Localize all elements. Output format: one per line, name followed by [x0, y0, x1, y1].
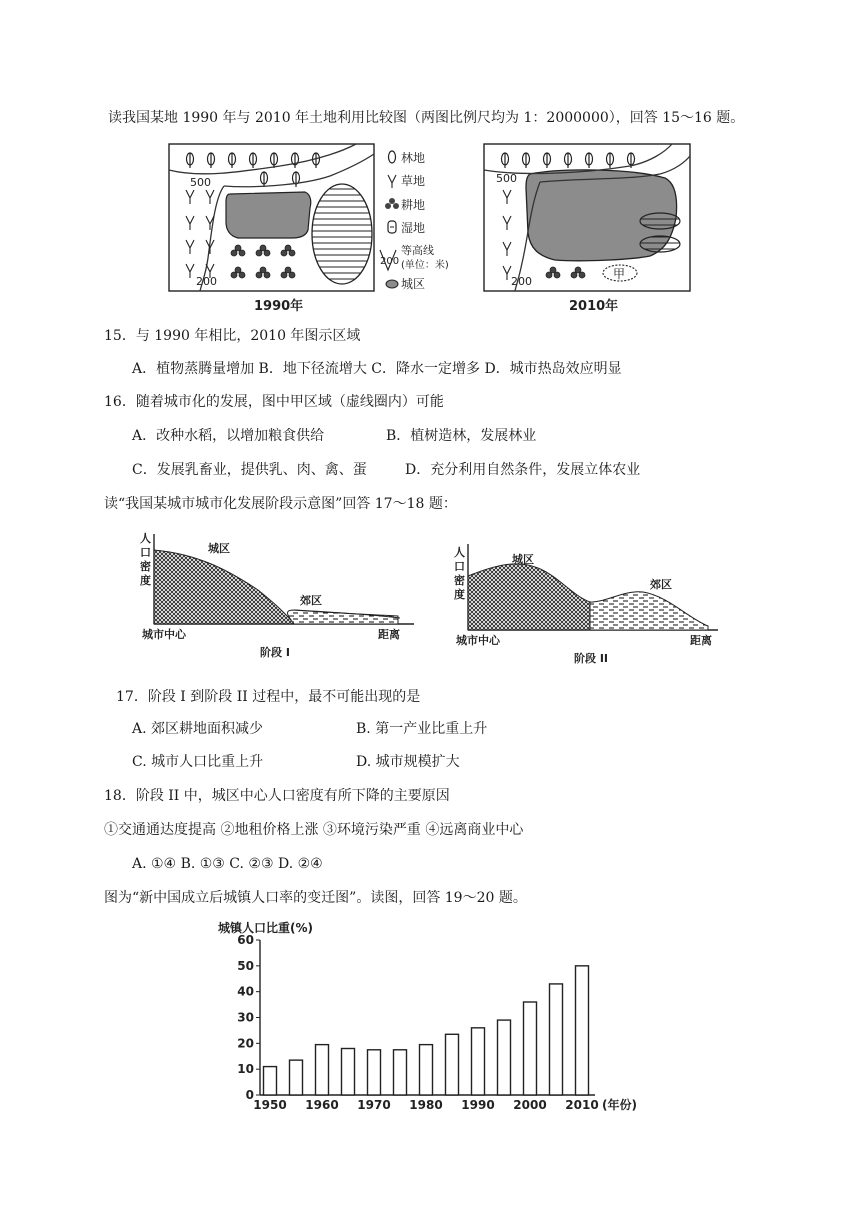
q16-option-c: C．发展乳畜业，提供乳、肉、禽、蛋: [132, 462, 367, 478]
chart-y-axis-title: 城镇人口比重(%): [218, 921, 313, 935]
land-use-maps: [160, 138, 720, 324]
bar-1985: [446, 1034, 459, 1095]
stage1-caption: 阶段 I: [260, 646, 290, 659]
q15-options: A．植物蒸腾量增加 B．地下径流增大 C．降水一定增多 D．城市热岛效应明显: [132, 361, 622, 377]
q17-option-c: C. 城市人口比重上升: [132, 754, 264, 770]
bar-1950: [264, 1067, 277, 1095]
stage2-distance-label: 距离: [690, 634, 712, 647]
intro-15-16: 读我国某地 1990 年与 2010 年土地利用比较图（两图比例尺均为 1：2000000），回答 15～16 题。: [108, 110, 745, 126]
q18-items: ①交通通达度提高 ②地租价格上涨 ③环境污染严重 ④远离商业中心: [104, 822, 524, 838]
caption-2010: 2010年: [569, 299, 619, 314]
contour-label-200-1990: 200: [196, 275, 217, 288]
svg-text:口: 口: [454, 560, 465, 573]
y-tick-label: 30: [237, 1010, 254, 1025]
x-tick-label: 2000: [513, 1098, 547, 1112]
stage1-distance-label: 距离: [378, 628, 400, 641]
q15-stem: 15．与 1990 年相比，2010 年图示区域: [104, 328, 361, 344]
bar-1960: [316, 1045, 329, 1095]
bar-1975: [394, 1050, 407, 1095]
y-tick-label: 40: [237, 984, 254, 999]
svg-text:草地: 草地: [401, 174, 426, 188]
bar-1990: [472, 1028, 485, 1095]
contour-label-200-2010: 200: [511, 275, 532, 288]
x-tick-label: 2010: [565, 1098, 599, 1112]
wetland-1990: [312, 184, 372, 284]
stage2-urban-label: 城区: [512, 553, 534, 566]
svg-text:密: 密: [140, 560, 151, 573]
intro-19-20: 图为“新中国成立后城镇人口率的变迁图”。读图，回答 19～20 题。: [104, 890, 527, 906]
label-jia: 甲: [613, 267, 626, 281]
svg-text:林地: 林地: [401, 151, 426, 165]
bar-2005: [550, 984, 563, 1095]
q16-option-d: D．充分利用自然条件，发展立体农业: [405, 462, 641, 478]
contour-label-500-1990: 500: [190, 176, 211, 189]
svg-text:耕地: 耕地: [401, 198, 426, 212]
q17-option-a: A. 郊区耕地面积减少: [132, 721, 264, 737]
chart-x-axis-title: (年份): [602, 1098, 637, 1112]
bar-1965: [342, 1049, 355, 1096]
bar-1980: [420, 1045, 433, 1095]
stage2-suburb-label: 郊区: [650, 578, 672, 591]
urban-area-1990: [226, 192, 311, 238]
stage2-center-label: 城市中心: [456, 634, 500, 647]
y-tick-label: 10: [237, 1062, 254, 1077]
svg-text:口: 口: [140, 546, 151, 559]
svg-text:度: 度: [140, 574, 151, 587]
svg-text:湿地: 湿地: [401, 221, 426, 235]
svg-text:人: 人: [140, 532, 151, 545]
x-tick-label: 1970: [357, 1098, 391, 1112]
q18-stem: 18．阶段 II 中，城区中心人口密度有所下降的主要原因: [104, 788, 450, 804]
y-tick-label: 50: [237, 958, 254, 973]
stage2-caption: 阶段 II: [574, 652, 609, 665]
q18-options: A. ①④ B. ①③ C. ②③ D. ②④: [132, 856, 323, 872]
bar-1970: [368, 1050, 381, 1095]
x-tick-label: 1990: [461, 1098, 495, 1112]
bar-1995: [498, 1020, 511, 1095]
y-tick-label: 60: [237, 933, 254, 947]
map-legend: [380, 150, 449, 291]
bar-1955: [290, 1060, 303, 1095]
q16-stem: 16．随着城市化的发展，图中甲区域（虚线圈内）可能: [104, 394, 444, 410]
urbanization-rate-chart: [210, 918, 660, 1122]
q17-option-b: B. 第一产业比重上升: [356, 721, 488, 737]
y-tick-label: 20: [237, 1036, 254, 1051]
x-tick-label: 1950: [253, 1098, 287, 1112]
stage1-suburb-label: 郊区: [300, 594, 322, 607]
stage1-center-label: 城市中心: [142, 628, 186, 641]
svg-text:人: 人: [454, 546, 465, 559]
q16-option-a: A．改种水稻，以增加粮食供给: [132, 428, 325, 444]
q17-option-d: D. 城市规模扩大: [356, 754, 460, 770]
bar-2010: [576, 966, 589, 1095]
svg-text:城区: 城区: [401, 277, 426, 291]
y-tick-label: 0: [245, 1088, 254, 1102]
stage1-urban-label: 城区: [208, 542, 230, 555]
bar-2000: [524, 1002, 537, 1095]
stage-1-diagram: [140, 532, 414, 659]
caption-1990: 1990年: [254, 299, 304, 314]
svg-text:(单位：米): (单位：米): [401, 260, 449, 271]
svg-text:度: 度: [454, 588, 465, 601]
q16-option-b: B．植树造林，发展林业: [386, 428, 537, 444]
x-tick-label: 1960: [305, 1098, 339, 1112]
svg-text:等高线: 等高线: [401, 244, 434, 257]
x-tick-label: 1980: [409, 1098, 443, 1112]
svg-text:密: 密: [454, 574, 465, 587]
q17-stem: 17．阶段 I 到阶段 II 过程中，最不可能出现的是: [116, 689, 421, 705]
svg-text:200: 200: [380, 256, 400, 267]
stage-2-diagram: [454, 544, 718, 665]
urbanization-stage-diagrams: [138, 530, 728, 674]
intro-17-18: 读“我国某城市城市化发展阶段示意图”回答 17～18 题：: [104, 496, 457, 512]
contour-label-500-2010: 500: [496, 172, 517, 185]
